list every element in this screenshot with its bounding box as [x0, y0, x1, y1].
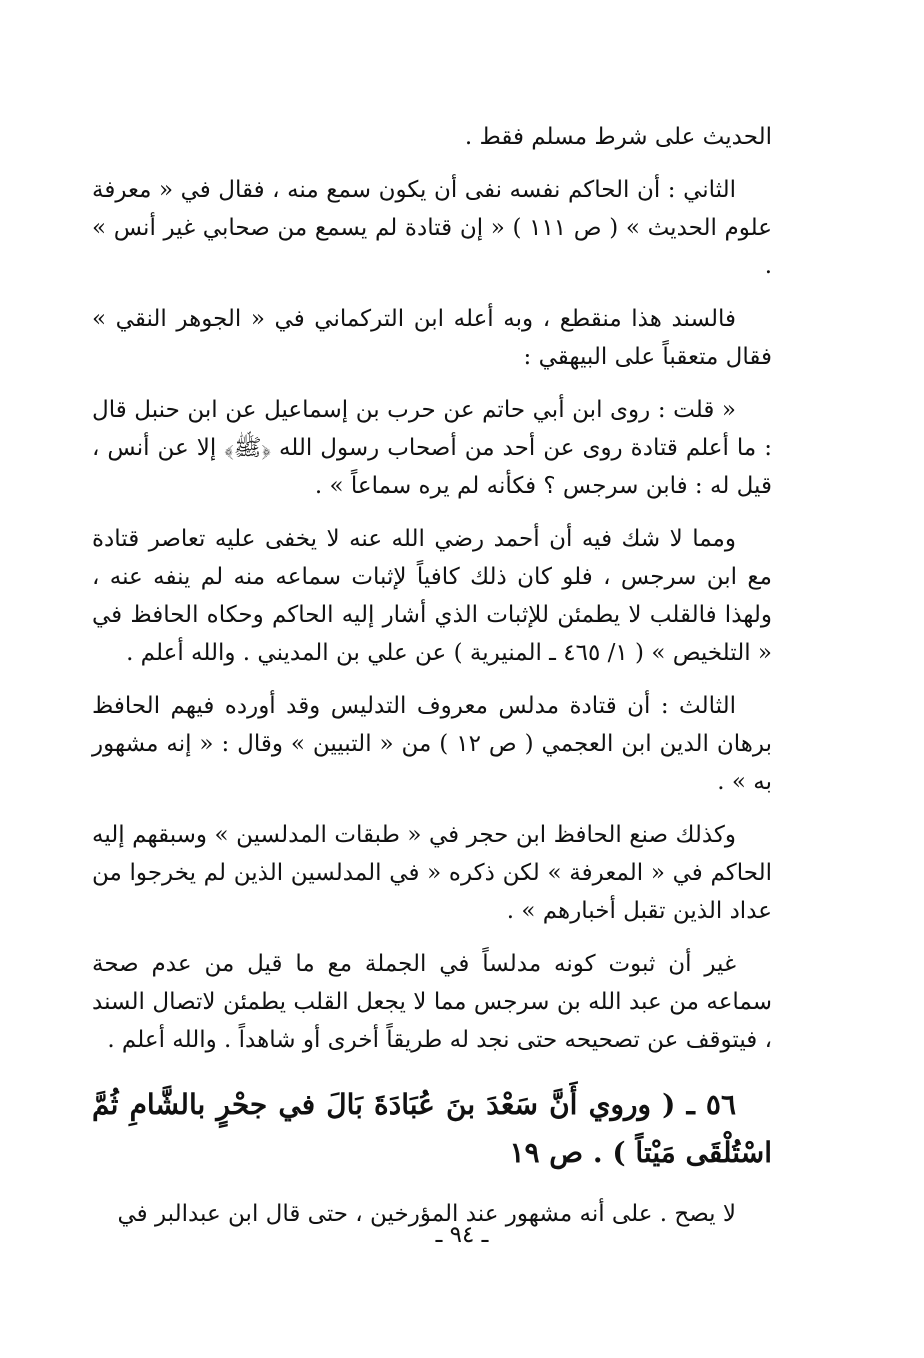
paragraph-third-point: الثالث : أن قتادة مدلس معروف التدليس وقد أورده فيهم الحافظ برهان الدين ابن العجمي ( ص ١٢ ) من « التبيين » وقال : « إنه مشهور به » . — [92, 693, 772, 795]
paragraph-conclusion: غير أن ثبوت كونه مدلساً في الجملة مع ما قيل من عدم صحة سماعه من عبد الله بن سرجس مما لا يجعل القلب يطمئن لاتصال السند ، فيتوقف عن تصحيحه حتى نجد له طريقاً أخرى أو شاهداً . والله أعلم . — [92, 951, 772, 1053]
paragraph-ahmad: ومما لا شك فيه أن أحمد رضي الله عنه لا يخفى عليه تعاصر قتادة مع ابن سرجس ، فلو كان ذلك كافياً لإثبات سماعه منه لم ينفه عنه ، ولهذا فالقلب لا يطمئن للإثبات الذي أشار إليه الحاكم وحكاه الحافظ في « التلخيص » ( ١/ ٤٦٥ ـ المنيرية ) عن علي بن المديني . والله أعلم . — [92, 526, 772, 666]
paragraph-ibn-hajar: وكذلك صنع الحافظ ابن حجر في « طبقات المدلسين » وسبقهم إليه الحاكم في « المعرفة » لكن ذكره « في المدلسين الذين لم يخرجوا من عداد الذين تقبل أخبارهم » . — [92, 822, 772, 924]
paragraph-continuation: الحديث على شرط مسلم فقط . — [464, 124, 772, 150]
hadith-heading: ٥٦ ـ ( وروي أَنَّ سَعْدَ بنَ عُبَادَةَ بَالَ في جحْرٍ بالشَّامِ ثُمَّ اسْتُلْقَى مَيْتاً ) . ص ١٩ — [92, 1088, 772, 1169]
page-number: ـ ٩٤ ـ — [435, 1222, 489, 1248]
main-text — [92, 118, 772, 1248]
paragraph-closing: لا يصح . على أنه مشهور عند المؤرخين ، حتى قال ابن عبدالبر في — [117, 1201, 736, 1227]
paragraph-chain-broken: فالسند هذا منقطع ، وبه أعله ابن التركماني في « الجوهر النقي » فقال متعقباً على البيهقي : — [92, 306, 772, 370]
paragraph-second-point: الثاني : أن الحاكم نفسه نفى أن يكون سمع منه ، فقال في « معرفة علوم الحديث » ( ص ١١١ ) « إن قتادة لم يسمع من صحابي غير أنس » . — [92, 177, 773, 279]
paragraph-quote: « قلت : روى ابن أبي حاتم عن حرب بن إسماعيل عن ابن حنبل قال : ما أعلم قتادة روى عن أحد من أصحاب رسول الله ﴿ﷺ﴾ إلا عن أنس ، قيل له : فابن سرجس ؟ فكأنه لم يره سماعاً » . — [92, 397, 772, 499]
